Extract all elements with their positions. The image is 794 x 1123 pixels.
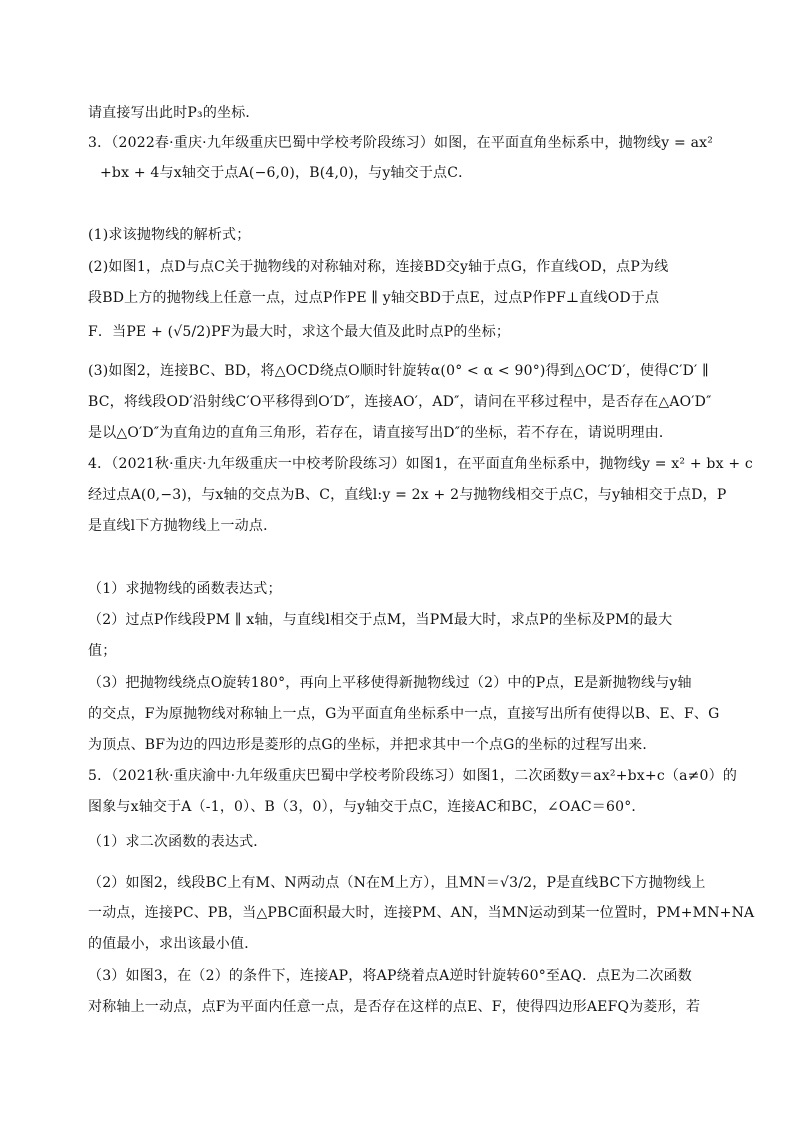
problem-5-part-2: （2）如图2，线段BC上有M、N两动点（N在M上方），且MN＝√3/2，P是直线BC下方抛物线上 xyxy=(88,875,706,891)
problem-5-part-3: （3）如图3，在（2）的条件下，连接AP，将AP绕着点A逆时针旋转60°至AQ．点E为二次函数 xyxy=(88,968,692,984)
text-line: +bx + 4与x轴交于点A(−6,0)，B(4,0)，与y轴交于点C． xyxy=(100,165,473,181)
problem-3-part-1: (1)求该抛物线的解析式； xyxy=(88,227,251,243)
text-line: 请直接写出此时P₃的坐标． xyxy=(88,105,260,121)
problem-3-heading: 3．（2022春·重庆·九年级重庆巴蜀中学校考阶段练习）如图，在平面直角坐标系中，抛物线y = ax² xyxy=(88,135,714,151)
text-line: 经过点A(0,−3)，与x轴的交点为B、C，直线l:y = 2x + 2与抛物线相交于点C，与y轴相交于点D，P xyxy=(88,487,727,503)
text-line: 的交点，F为原抛物线对称轴上一点，G为平面直角坐标系中一点，直接写出所有使得以B、E、F、G xyxy=(88,706,720,722)
problem-5-part-1: （1）求二次函数的表达式． xyxy=(88,834,268,850)
text-line: 值； xyxy=(88,643,117,659)
text-line: 段BD上方的抛物线上任意一点，过点P作PE ∥ y轴交BD于点E，过点P作PF⊥直线OD于点 xyxy=(88,290,660,306)
problem-4-part-3: （3）把抛物线绕点O旋转180°，再向上平移使得新抛物线过（2）中的P点，E是新抛物线与y轴 xyxy=(88,675,692,691)
text-line: BC，将线段OD′沿射线C′O平移得到O′D″，连接AO′，AD″，请问在平移过程中，是否存在△AO′D″ xyxy=(88,394,712,410)
text-line: 是直线l下方抛物线上一动点． xyxy=(88,518,278,534)
problem-4-heading: 4．（2021秋·重庆·九年级重庆一中校考阶段练习）如图1，在平面直角坐标系中，抛物线y = x² + bx + c xyxy=(88,456,753,472)
text-line: 为顶点、BF为边的四边形是菱形的点G的坐标，并把求其中一个点G的坐标的过程写出来． xyxy=(88,737,657,753)
problem-4-part-1: （1）求抛物线的函数表达式； xyxy=(88,581,282,597)
problem-4-part-2: （2）过点P作线段PM ∥ x轴，与直线l相交于点M，当PM最大时，求点P的坐标及PM的最大 xyxy=(88,612,673,628)
problem-3-part-3: (3)如图2，连接BC、BD，将△OCD绕点O顺时针旋转α(0° < α < 90°)得到△OC′D′，使得C′D′ ∥ xyxy=(88,363,709,379)
text-line: 是以△O′D″为直角边的直角三角形，若存在，请直接写出D″的坐标，若不存在，请说明理由． xyxy=(88,425,674,441)
problem-3-part-2: (2)如图1，点D与点C关于抛物线的对称轴对称，连接BD交y轴于点G，作直线OD，点P为线 xyxy=(88,259,669,275)
text-line: 对称轴上一动点，点F为平面内任意一点，是否存在这样的点E、F，使得四边形AEFQ为菱形，若 xyxy=(88,999,701,1015)
text-line: F．当PE + (√5/2)PF为最大时，求这个最大值及此时点P的坐标； xyxy=(88,324,511,340)
problem-5-heading: 5．（2021秋·重庆渝中·九年级重庆巴蜀中学校考阶段练习）如图1，二次函数y＝ax²+bx+c（a≠0）的 xyxy=(88,768,738,784)
text-line: 一动点，连接PC、PB，当△PBC面积最大时，连接PM、AN，当MN运动到某一位置时，PM+MN+NA xyxy=(88,905,755,921)
text-line: 图象与x轴交于A（-1，0）、B（3，0），与y轴交于点C，连接AC和BC，∠OAC＝60°． xyxy=(88,799,646,815)
text-line: 的值最小，求出该最小值． xyxy=(88,936,259,952)
